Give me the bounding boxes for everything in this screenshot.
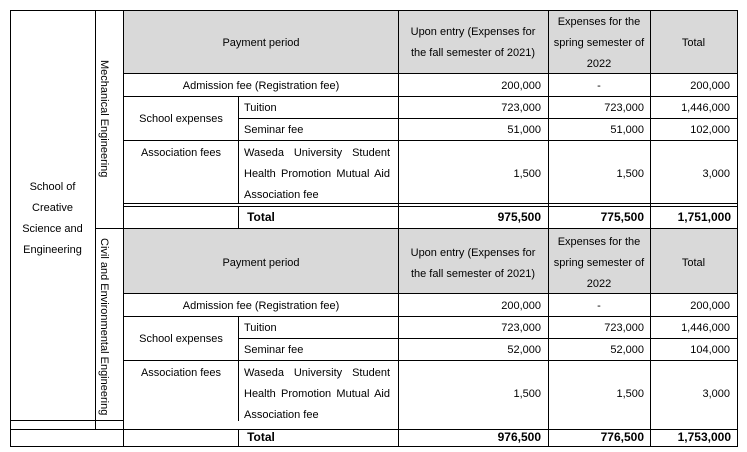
grid-line [124, 203, 738, 204]
association-desc-line: Association fee [244, 189, 319, 201]
header-spring: 2022 [586, 58, 612, 70]
header-spring: Expenses for the [557, 236, 641, 248]
association-total: 3,000 [702, 388, 730, 400]
school-expenses-label: School expenses [139, 333, 223, 345]
admission-entry: 200,000 [501, 300, 541, 312]
seminar-total: 102,000 [690, 124, 730, 136]
department-label: Civil and Environmental Engineering [98, 238, 110, 416]
total-label: Total [247, 430, 275, 444]
seminar-fee-label: Seminar fee [244, 344, 304, 356]
association-fees-label: Association fees [140, 147, 222, 159]
header-upon-entry: Upon entry (Expenses for [410, 247, 536, 259]
seminar-entry: 52,000 [507, 344, 541, 356]
seminar-fee-label: Seminar fee [244, 124, 304, 136]
total-total: 1,751,000 [677, 210, 731, 224]
association-desc-line: Health Promotion Mutual Aid [244, 168, 390, 180]
school-name-line: Engineering [23, 244, 82, 256]
total-spring: 775,500 [600, 210, 644, 224]
tuition-total: 1,446,000 [681, 322, 730, 334]
grid-line [238, 96, 239, 204]
header-payment-period: Payment period [222, 257, 300, 269]
tuition-spring: 723,000 [604, 322, 644, 334]
school-name-line: Science and [22, 223, 83, 235]
seminar-entry: 51,000 [507, 124, 541, 136]
association-desc-line: Waseda University Student [244, 367, 390, 379]
department-label: Mechanical Engineering [98, 60, 110, 178]
header-payment-period: Payment period [222, 37, 300, 49]
admission-spring: - [597, 300, 601, 312]
total-entry: 975,500 [497, 210, 541, 224]
admission-fee-label: Admission fee (Registration fee) [182, 80, 340, 92]
association-spring: 1,500 [616, 168, 644, 180]
tuition-label: Tuition [244, 102, 277, 114]
header-total: Total [681, 257, 706, 269]
grid-line [95, 10, 96, 430]
header-upon-entry: the fall semester of 2021) [410, 268, 536, 280]
grid-line [238, 316, 239, 421]
association-entry: 1,500 [513, 388, 541, 400]
tuition-entry: 723,000 [501, 102, 541, 114]
school-name-line: School of [29, 181, 76, 193]
school-expenses-label: School expenses [139, 113, 223, 125]
admission-entry: 200,000 [501, 80, 541, 92]
total-label: Total [247, 210, 275, 224]
grid-line [95, 228, 738, 229]
association-desc-line: Waseda University Student [244, 147, 390, 159]
grid-line [10, 10, 738, 11]
total-entry: 976,500 [497, 430, 541, 444]
association-entry: 1,500 [513, 168, 541, 180]
admission-total: 200,000 [690, 80, 730, 92]
seminar-spring: 52,000 [610, 344, 644, 356]
header-spring: spring semester of [553, 257, 645, 269]
association-desc-line: Association fee [244, 409, 319, 421]
association-spring: 1,500 [616, 388, 644, 400]
seminar-total: 104,000 [690, 344, 730, 356]
tuition-total: 1,446,000 [681, 102, 730, 114]
tuition-label: Tuition [244, 322, 277, 334]
association-total: 3,000 [702, 168, 730, 180]
association-fees-label: Association fees [140, 367, 222, 379]
tuition-spring: 723,000 [604, 102, 644, 114]
grid-line [10, 420, 124, 421]
admission-spring: - [597, 80, 601, 92]
header-spring: Expenses for the [557, 16, 641, 28]
admission-fee-label: Admission fee (Registration fee) [182, 300, 340, 312]
total-total: 1,753,000 [677, 430, 731, 444]
seminar-spring: 51,000 [610, 124, 644, 136]
header-spring: 2022 [586, 278, 612, 290]
header-total: Total [681, 37, 706, 49]
tuition-entry: 723,000 [501, 322, 541, 334]
association-desc-line: Health Promotion Mutual Aid [244, 388, 390, 400]
header-spring: spring semester of [553, 37, 645, 49]
admission-total: 200,000 [690, 300, 730, 312]
school-name-line: Creative [32, 202, 73, 214]
header-upon-entry: the fall semester of 2021) [410, 47, 536, 59]
total-spring: 776,500 [600, 430, 644, 444]
grid-line [10, 420, 11, 447]
header-upon-entry: Upon entry (Expenses for [410, 26, 536, 38]
